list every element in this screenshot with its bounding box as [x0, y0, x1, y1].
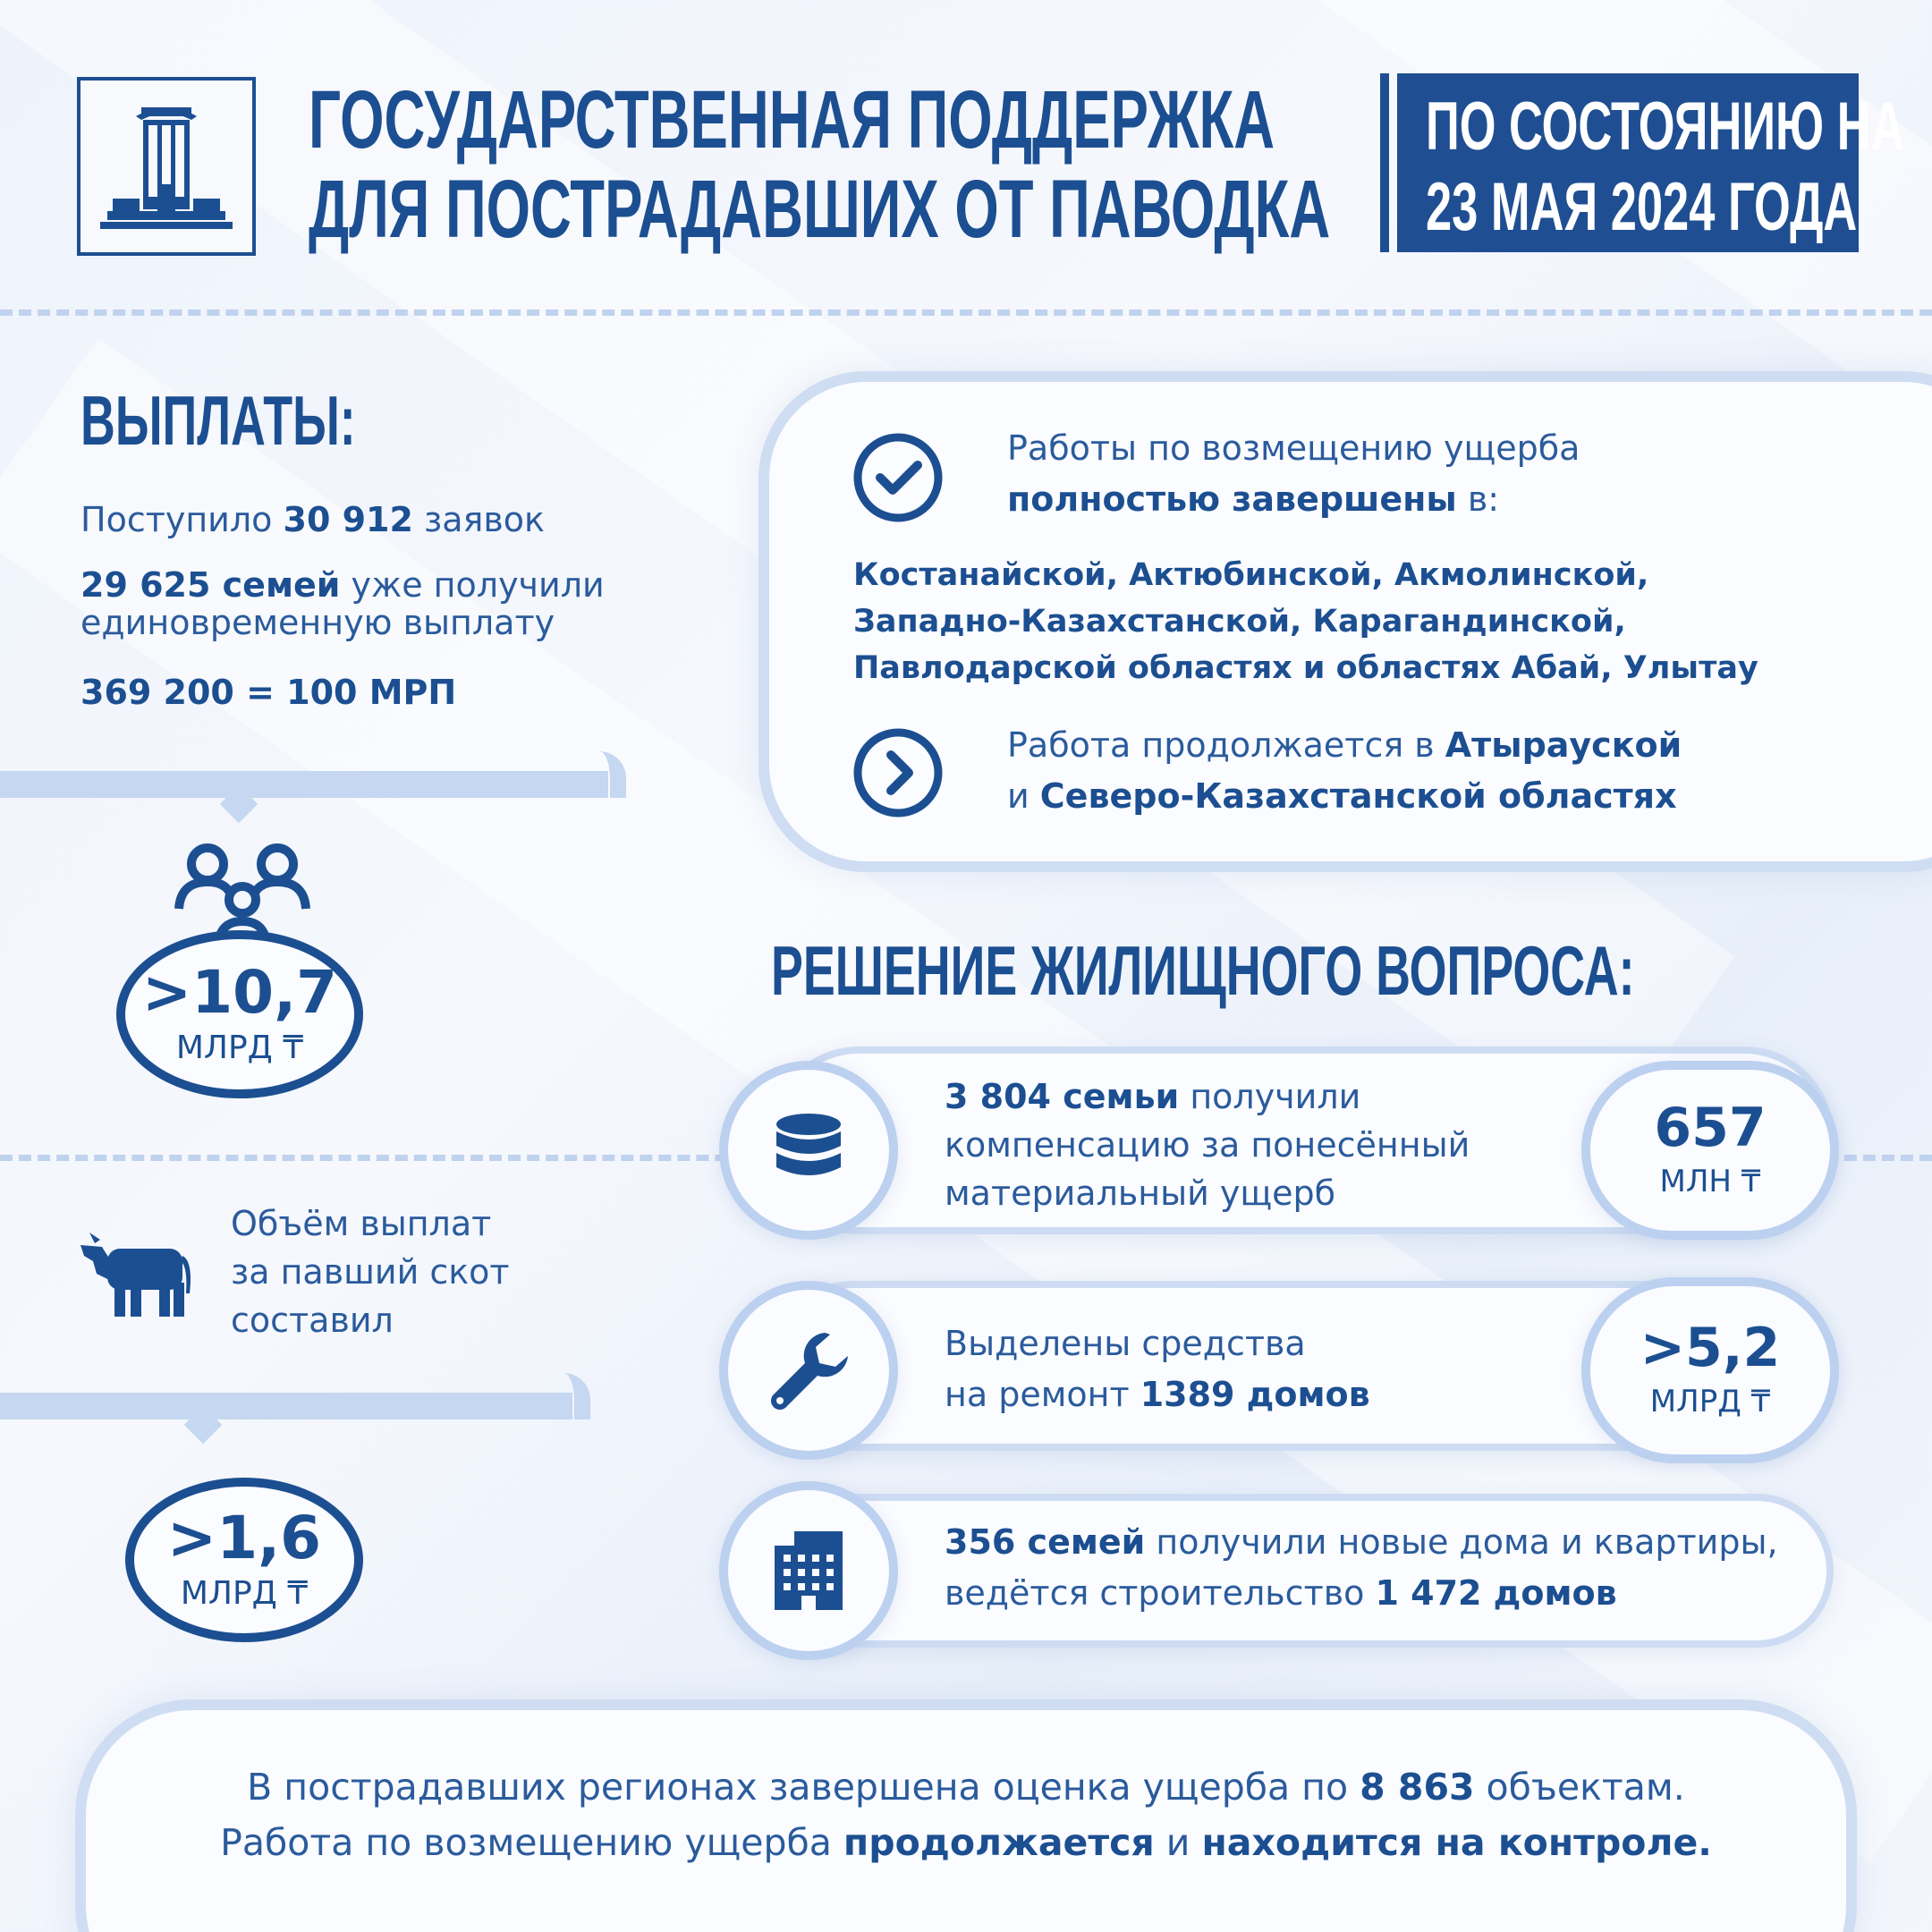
arrow-circle-icon [852, 726, 945, 819]
coins-icon [773, 1112, 844, 1189]
bracket-corner-2 [555, 1373, 590, 1419]
wrench-icon [766, 1327, 852, 1413]
building-icon [771, 1528, 846, 1614]
total-payment-badge [116, 930, 363, 1098]
applications-text: Поступило 30 912 заявок [80, 500, 545, 539]
livestock-bracket [0, 1393, 572, 1419]
date-badge [1397, 73, 1905, 252]
government-building-icon [80, 80, 252, 252]
logo [77, 77, 256, 256]
families-text: 29 625 семей уже получили единовременную выплату [80, 565, 605, 642]
livestock-payment-value: >1,6 [166, 1503, 322, 1572]
total-payment-value: >10,7 [141, 957, 338, 1027]
repair-unit: МЛРД ₸ [1649, 1384, 1771, 1419]
housing-heading: РЕШЕНИЕ ЖИЛИЩНОГО ВОПРОСА: [771, 931, 1635, 1010]
compensation-icon-circle [719, 1061, 898, 1240]
payment-formula: 369 200 = 100 МРП [80, 673, 457, 712]
total-payment-unit: МЛРД ₸ [175, 1029, 304, 1066]
title-line-1: ГОСУДАРСТВЕННАЯ ПОДДЕРЖКА [309, 74, 1275, 165]
date-line-2: 23 МАЯ 2024 ГОДА [1426, 169, 1858, 245]
date-divider [1380, 73, 1389, 252]
header-divider [0, 309, 1932, 316]
new-housing-text: 356 семей получили новые дома и квартиры, ведётся строительство 1 472 домов [945, 1522, 1778, 1613]
payments-bracket [0, 771, 608, 798]
page-title [309, 74, 1382, 258]
repair-text: Выделены средства на ремонт 1389 домов [945, 1324, 1370, 1414]
ongoing-text: Работа продолжается в Атырауской и Северо-Казахстанской областях [1007, 725, 1682, 816]
regions-list: Костанайской, Актюбинской, Акмолинской, Западно-Казахстанской, Карагандинской, Павлодарской областях и областях Абай, Улытау [853, 557, 1758, 686]
cow-icon [77, 1225, 193, 1318]
payments-heading: ВЫПЛАТЫ: [80, 381, 356, 460]
check-circle-icon [852, 431, 945, 524]
repair-value: >5,2 [1640, 1317, 1781, 1379]
repair-icon-circle [719, 1281, 898, 1460]
compensation-text: 3 804 семьи получили компенсацию за понесённый материальный ущерб [945, 1077, 1470, 1213]
completed-text: Работы по возмещению ущерба полностью завершены в: [1007, 428, 1580, 519]
livestock-text: Объём выплат за павший скот составил [231, 1204, 510, 1340]
compensation-amount [1581, 1061, 1839, 1240]
bracket-corner [590, 751, 626, 798]
repair-amount [1581, 1277, 1839, 1463]
new-housing-icon-circle [719, 1481, 898, 1660]
applications-count: 30 912 [283, 500, 413, 539]
families-count: 29 625 семей [80, 565, 341, 605]
footer-text: В пострадавших регионах завершена оценка ущерба по 8 863 объектам. Работа по возмещению ущерба продолжается и находится на контроле. [220, 1766, 1712, 1864]
title-line-2: ДЛЯ ПОСТРАДАВШИХ ОТ ПАВОДКА [309, 164, 1331, 255]
compensation-unit: МЛН ₸ [1659, 1164, 1761, 1199]
completed-bold: полностью завершены [1007, 479, 1457, 519]
livestock-payment-unit: МЛРД ₸ [180, 1574, 309, 1612]
livestock-payment-badge [125, 1478, 363, 1642]
date-line-1: ПО СОСТОЯНИЮ НА [1426, 89, 1905, 165]
compensation-value: 657 [1654, 1097, 1767, 1159]
